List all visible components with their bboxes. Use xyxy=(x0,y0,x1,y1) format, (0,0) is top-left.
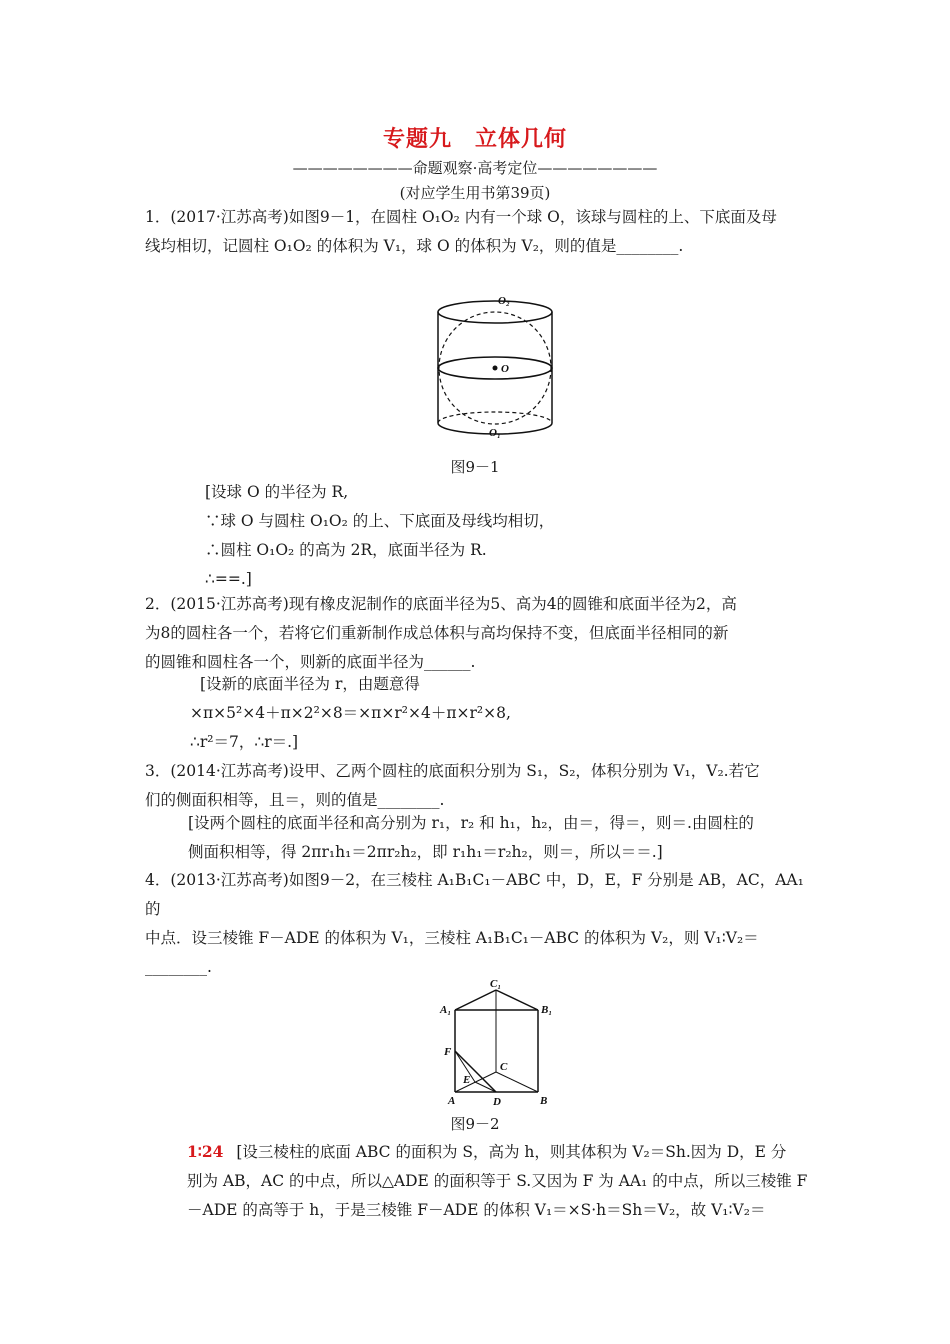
question-4-line-2: 中点．设三棱锥 F－ADE 的体积为 V₁，三棱柱 A₁B₁C₁－ABC 的体积为 V₂，则 V₁∶V₂＝ xyxy=(145,929,759,947)
answer-1-line-4: ∴==.] xyxy=(205,570,252,588)
label-B1: B₁ xyxy=(541,1004,553,1016)
label-A: A xyxy=(448,1095,456,1107)
cylinder-bottom-back-arc xyxy=(438,412,552,423)
edge-CB xyxy=(496,1072,538,1092)
answer-2-line-3: ∴r²＝7，∴r＝.] xyxy=(190,733,299,751)
center-point-O xyxy=(493,366,498,371)
answer-2-line-1: [设新的底面半径为 r，由题意得 xyxy=(200,675,420,693)
answer-1 xyxy=(205,478,835,594)
answer-4 xyxy=(187,1137,815,1225)
label-E: E xyxy=(463,1074,471,1086)
label-O1: O₁ xyxy=(489,427,501,439)
figure-9-1-cylinder-sphere xyxy=(425,286,565,446)
question-2-line-1: 2．(2015·江苏高考)现有橡皮泥制作的底面半径为5、高为4的圆锥和底面半径为2，高 xyxy=(145,595,737,613)
question-2 xyxy=(145,590,813,677)
question-3-line-2: 们的侧面积相等，且＝，则的值是________. xyxy=(145,791,445,809)
label-D: D xyxy=(493,1096,501,1108)
question-4 xyxy=(145,866,813,982)
section-subtitle: ————————命题观察·高考定位———————— xyxy=(292,159,658,177)
question-2-line-3: 的圆锥和圆柱各一个，则新的底面半径为______. xyxy=(145,653,476,671)
answer-1-line-2: ∵球 O 与圆柱 O₁O₂ 的上、下底面及母线均相切， xyxy=(205,512,555,530)
answer-4-line-2: 别为 AB，AC 的中点，所以△ADE 的面积等于 S.又因为 F 为 AA₁ 的中点，所以三棱锥 F xyxy=(187,1172,808,1190)
answer-3-line-2: 侧面积相等，得 2πr₁h₁＝2πr₂h₂，即 r₁h₁＝r₂h₂，则＝，所以＝＝.] xyxy=(188,843,663,861)
cylinder-top-ellipse xyxy=(438,301,552,323)
label-O2: O₂ xyxy=(498,295,510,307)
answer-4-line-1 xyxy=(187,1137,815,1167)
question-1-line-1: 1．(2017·江苏高考)如图9－1，在圆柱 O₁O₂ 内有一个球 O，该球与圆柱的上、下底面及母 xyxy=(145,208,777,226)
book-page-note: (对应学生用书第39页) xyxy=(399,184,551,202)
answer-4-value: 1∶24 xyxy=(187,1142,224,1161)
answer-2 xyxy=(190,670,830,757)
question-3-line-1: 3．(2014·江苏高考)设甲、乙两个圆柱的底面积分别为 S₁，S₂，体积分别为 V₁，V₂.若它 xyxy=(145,762,760,780)
label-A1: A₁ xyxy=(440,1004,452,1016)
figure-9-2-triangular-prism xyxy=(438,975,558,1110)
figure-9-2-caption: 图9－2 xyxy=(450,1115,500,1133)
question-1 xyxy=(145,203,813,261)
edge-ED xyxy=(475,1082,496,1092)
label-C: C xyxy=(500,1061,508,1073)
answer-1-line-1: [设球 O 的半径为 R, xyxy=(205,483,349,501)
question-1-line-2: 线均相切，记圆柱 O₁O₂ 的体积为 V₁，球 O 的体积为 V₂，则的值是________. xyxy=(145,237,684,255)
answer-3-line-1: [设两个圆柱的底面半径和高分别为 r₁，r₂ 和 h₁，h₂，由＝，得＝，则＝.由圆柱的 xyxy=(188,814,754,832)
label-F: F xyxy=(444,1046,452,1058)
page-title: 专题九 立体几何 xyxy=(382,127,567,152)
answer-3 xyxy=(188,809,815,867)
edge-FD xyxy=(455,1051,496,1092)
label-C1: C₁ xyxy=(490,978,502,990)
label-O: O xyxy=(501,363,509,375)
edge-C1B1 xyxy=(496,990,538,1010)
question-4-line-1: 4．(2013·江苏高考)如图9－2，在三棱柱 A₁B₁C₁－ABC 中，D，E，F 分别是 AB，AC，AA₁ 的 xyxy=(145,871,804,918)
question-3 xyxy=(145,757,813,815)
answer-2-line-2: ×π×5²×4＋π×2²×8＝×π×r²×4＋π×r²×8, xyxy=(190,704,511,722)
answer-4-text-1: [设三棱柱的底面 ABC 的面积为 S，高为 h，则其体积为 V₂＝Sh.因为 D，E 分 xyxy=(236,1143,787,1161)
label-B: B xyxy=(540,1095,548,1107)
question-2-line-2: 为8的圆柱各一个，若将它们重新制作成总体积与高均保持不变，但底面半径相同的新 xyxy=(145,624,729,642)
figure-9-1-caption: 图9－1 xyxy=(450,458,500,476)
question-4-line-3: ________. xyxy=(145,958,212,976)
answer-4-line-3: －ADE 的高等于 h，于是三棱锥 F－ADE 的体积 V₁＝×S·h＝Sh＝V₂，故 V₁∶V₂＝ xyxy=(187,1201,766,1219)
answer-1-line-3: ∴圆柱 O₁O₂ 的高为 2R，底面半径为 R. xyxy=(205,541,487,559)
edge-A1C1 xyxy=(455,990,496,1010)
